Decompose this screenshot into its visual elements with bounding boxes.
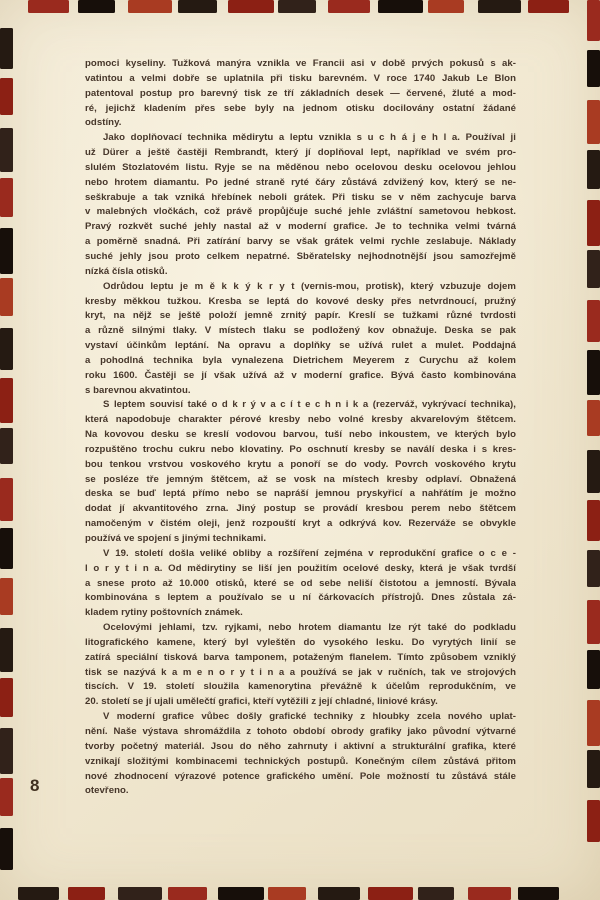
border-dash-bottom — [18, 887, 59, 900]
text-line: kresby měkkou tužkou. Kresba se leptá do kovové desky přes netvrdnoucí, pružný — [85, 295, 516, 307]
text-line: nebo hrotem diamantu. Po jedné straně ryté čáry zůstává zdvižený kov, který se ne- — [85, 176, 516, 188]
border-dash-left — [0, 528, 13, 569]
page-number: 8 — [30, 776, 40, 795]
text-line: tiscích. V 19. století sloužila kamenorytina převážně k účelům reprodukčním, ve — [85, 681, 516, 693]
border-dash-right — [587, 700, 600, 746]
text-line: nové zhodnocení výrazové potence grafického umění. Pole možností tu zůstává stále — [85, 770, 516, 782]
border-dash-bottom — [368, 887, 413, 900]
border-dash-left — [0, 28, 13, 69]
text-line: Pravý rozkvět suché jehly nastal až v moderní grafice. Je to technika velmi tvárná — [85, 221, 516, 233]
border-dash-bottom — [68, 887, 105, 900]
text-line: V 19. století došla veliké obliby a rozšíření zejména v reprodukční grafice o c e - — [103, 547, 516, 559]
border-dash-bottom — [218, 887, 264, 900]
border-dash-left — [0, 728, 13, 774]
border-dash-top — [228, 0, 274, 13]
border-dash-bottom — [168, 887, 207, 900]
border-dash-bottom — [418, 887, 454, 900]
border-dash-bottom — [318, 887, 360, 900]
text-line: patentoval postup pro barevný tisk ze tří základních desek — červené, žluté a mod- — [85, 87, 516, 99]
border-dash-right — [587, 400, 600, 436]
border-dash-right — [587, 550, 600, 587]
text-line: roku 1600. Častěji se jí však užívá až v moderní grafice. Bývá často kombinována — [85, 369, 516, 381]
text-line: seškrabuje a tak vzniká hřebínek neboli grátek. Při tisku se v něm zachycuje barva — [85, 191, 516, 203]
text-line: suché jehly jsou proto celkem nepatrné. Sběratelsky nejhodnotnější jsou samozřejmě — [85, 250, 516, 262]
border-dash-left — [0, 278, 13, 316]
text-line: Jako doplňovací technika mědirytu a leptu vznikla s u c h á j e h l a. Používal ji — [103, 132, 516, 144]
border-dash-right — [587, 300, 600, 342]
text-line: se posléze tře jemným štětcem, až se vosk na místech kresby odplaví. Obnažená — [85, 473, 516, 485]
text-line: litografického kamene, který byl vyleštěn do vysokého lesku. Do vyrytých linií se — [85, 636, 516, 648]
border-dash-left — [0, 778, 13, 816]
border-dash-right — [587, 450, 600, 493]
border-dash-top — [528, 0, 569, 13]
text-line: nízká čísla otisků. — [85, 265, 168, 277]
text-line: už Dürer a ještě častěji Rembrandt, který jí doplňoval lept, například ve svém pro- — [85, 147, 516, 159]
border-dash-bottom — [268, 887, 306, 900]
text-line: Na kovovou desku se kreslí vodovou barvou, tuší nebo inkoustem, ve kterých bylo — [85, 429, 516, 441]
text-line: vznikají složitými kombinacemi technických postupů. Konečným cílem zůstává přitom — [85, 755, 516, 767]
border-dash-left — [0, 828, 13, 870]
text-line: pomoci kyseliny. Tužková manýra vznikla ve Francii asi v době prvých pokusů s ak- — [85, 58, 516, 69]
text-line: a poměrně snadná. Při zatírání barvy se však grátek velmi rychle zeslabuje. Náklady — [85, 236, 516, 248]
border-dash-left — [0, 578, 13, 615]
border-dash-left — [0, 428, 13, 464]
border-dash-left — [0, 628, 13, 672]
border-dash-left — [0, 678, 13, 717]
text-line: l o r y t i n a. Od mědirytiny se liší jen použitím ocelové desky, která je však tvrdší — [85, 562, 516, 574]
text-line: tvorby početný materiál. Jsou do něho zahrnuty i aktivní a strukturální grafika, které — [85, 740, 516, 752]
text-line: S leptem souvisí také o d k r ý v a c í t e c h n i k a (rezerváž, vykrývací technika), — [103, 399, 516, 411]
text-line: kryt, na nějž se ještě položí jemně zrnitý papír. Kreslí se tužkami různé tvrdosti — [85, 310, 516, 322]
text-line: tisk se nazývá k a m e n o r y t i n a a používá se jak v ručních, tak ve strojových — [85, 666, 516, 678]
border-dash-right — [587, 800, 600, 842]
text-line: kladem rytiny poštovních známek. — [85, 607, 243, 619]
border-dash-left — [0, 478, 13, 521]
text-line: vatintou a velmi dobře se uplatnila při tisku barevném. V roce 1740 Jakub Le Blon — [85, 72, 516, 84]
text-line: deska se buď leptá přímo nebo se napráší jemnou pryskyřicí a nahřátím je možno — [85, 488, 516, 500]
border-dash-right — [587, 50, 600, 87]
border-dash-top — [28, 0, 69, 13]
border-dash-left — [0, 128, 13, 172]
text-line: vystaví účinkům leptání. Na opravu a doplňky se užívá rulet a mulet. Poddajná — [85, 340, 516, 352]
text-line: bou tenkou vrstvou voskového krytu a ponoří se do vody. Povrch voskového krytu — [85, 458, 516, 470]
border-dash-left — [0, 328, 13, 370]
text-block — [85, 57, 516, 799]
border-dash-right — [587, 500, 600, 541]
text-line: a pohodlná technika byla vynalezena Dietrichem Meyerem z Curychu až kolem — [85, 354, 516, 366]
border-dash-right — [587, 350, 600, 395]
text-line: dodat jí akvantitového zrna. Jiný postup se provádí kresbou perem nebo štětcem — [85, 503, 516, 515]
border-dash-top — [278, 0, 316, 13]
border-dash-top — [128, 0, 172, 13]
border-dash-left — [0, 378, 13, 423]
text-line: kombinována s leptem a používalo se u ní čárkovacích přístrojů. Dnes zůstala zá- — [85, 592, 516, 604]
border-dash-right — [587, 0, 600, 41]
border-dash-left — [0, 228, 13, 274]
text-line: používá ve spojení s jinými technikami. — [85, 533, 267, 544]
text-line: ré, jejichž kladením přes sebe byly na jednom otisku docilovány ostatní žádané — [85, 102, 516, 114]
border-dash-right — [587, 750, 600, 788]
border-dash-top — [78, 0, 115, 13]
border-dash-top — [178, 0, 217, 13]
text-line: rozpuštěno trochu cukru nebo klovatiny. Po oschnutí kresby se naválí deska i s kres- — [85, 443, 516, 455]
text-line: která napodobuje charakter pérové kresby nebo volné kresby akvarelovým štětcem. — [85, 414, 516, 426]
border-dash-right — [587, 600, 600, 644]
text-line: v malebných vločkách, což právě propůjčuje suché jehle zvláštní sametovou hebkost. — [85, 206, 516, 218]
border-dash-right — [587, 150, 600, 189]
text-line: odstíny. — [85, 117, 122, 129]
border-dash-right — [587, 650, 600, 689]
text-line: zatírá speciální tisková barva tamponem, potaženým flanelem. Tímto způsobem vzniklý — [85, 651, 516, 663]
border-dash-top — [428, 0, 464, 13]
border-dash-bottom — [468, 887, 511, 900]
text-line: V moderní grafice vůbec došly grafické techniky z hloubky zcela nového uplat- — [103, 711, 516, 723]
border-dash-top — [378, 0, 423, 13]
border-dash-left — [0, 78, 13, 115]
border-dash-bottom — [518, 887, 559, 900]
border-dash-right — [587, 200, 600, 246]
text-line: 20. století se jí ujali umělečtí grafici, kteří vytěžili z její chladné, liniové krásy. — [85, 696, 438, 708]
text-line: namočeným v čistém oleji, jenž rozpouští kryt a odkrývá kov. Rezerváže se obvykle — [85, 518, 516, 530]
border-dash-top — [328, 0, 370, 13]
text-line: otevřeno. — [85, 785, 129, 797]
text-line: Odrůdou leptu je m ě k k ý k r y t (vernis-mou, protisk), který vzbuzuje dojem — [103, 280, 516, 292]
text-line: Ocelovými jehlami, tzv. ryjkami, nebo hrotem diamantu lze rýt také do podkladu — [103, 622, 516, 634]
border-dash-top — [478, 0, 521, 13]
border-dash-right — [587, 250, 600, 288]
text-line: nění. Naše výstava shromáždila z tohoto období obrody grafiky jako původní výtvarné — [85, 725, 516, 737]
border-dash-right — [587, 100, 600, 144]
text-line: slulém Stozlatovém listu. Ryje se na měděnou nebo ocelovou desku ocelovou jehlou — [85, 161, 516, 173]
text-line: s barevnou akvatintou. — [85, 384, 191, 396]
border-dash-left — [0, 178, 13, 217]
text-line: a různě silnými tlaky. V místech tlaku se podložený kov obnažuje. Deska se pak — [85, 325, 516, 337]
border-dash-bottom — [118, 887, 162, 900]
text-line: a snese proto až 10.000 otisků, které se od sebe neliší čistotou a jemností. Bývala — [85, 577, 516, 589]
